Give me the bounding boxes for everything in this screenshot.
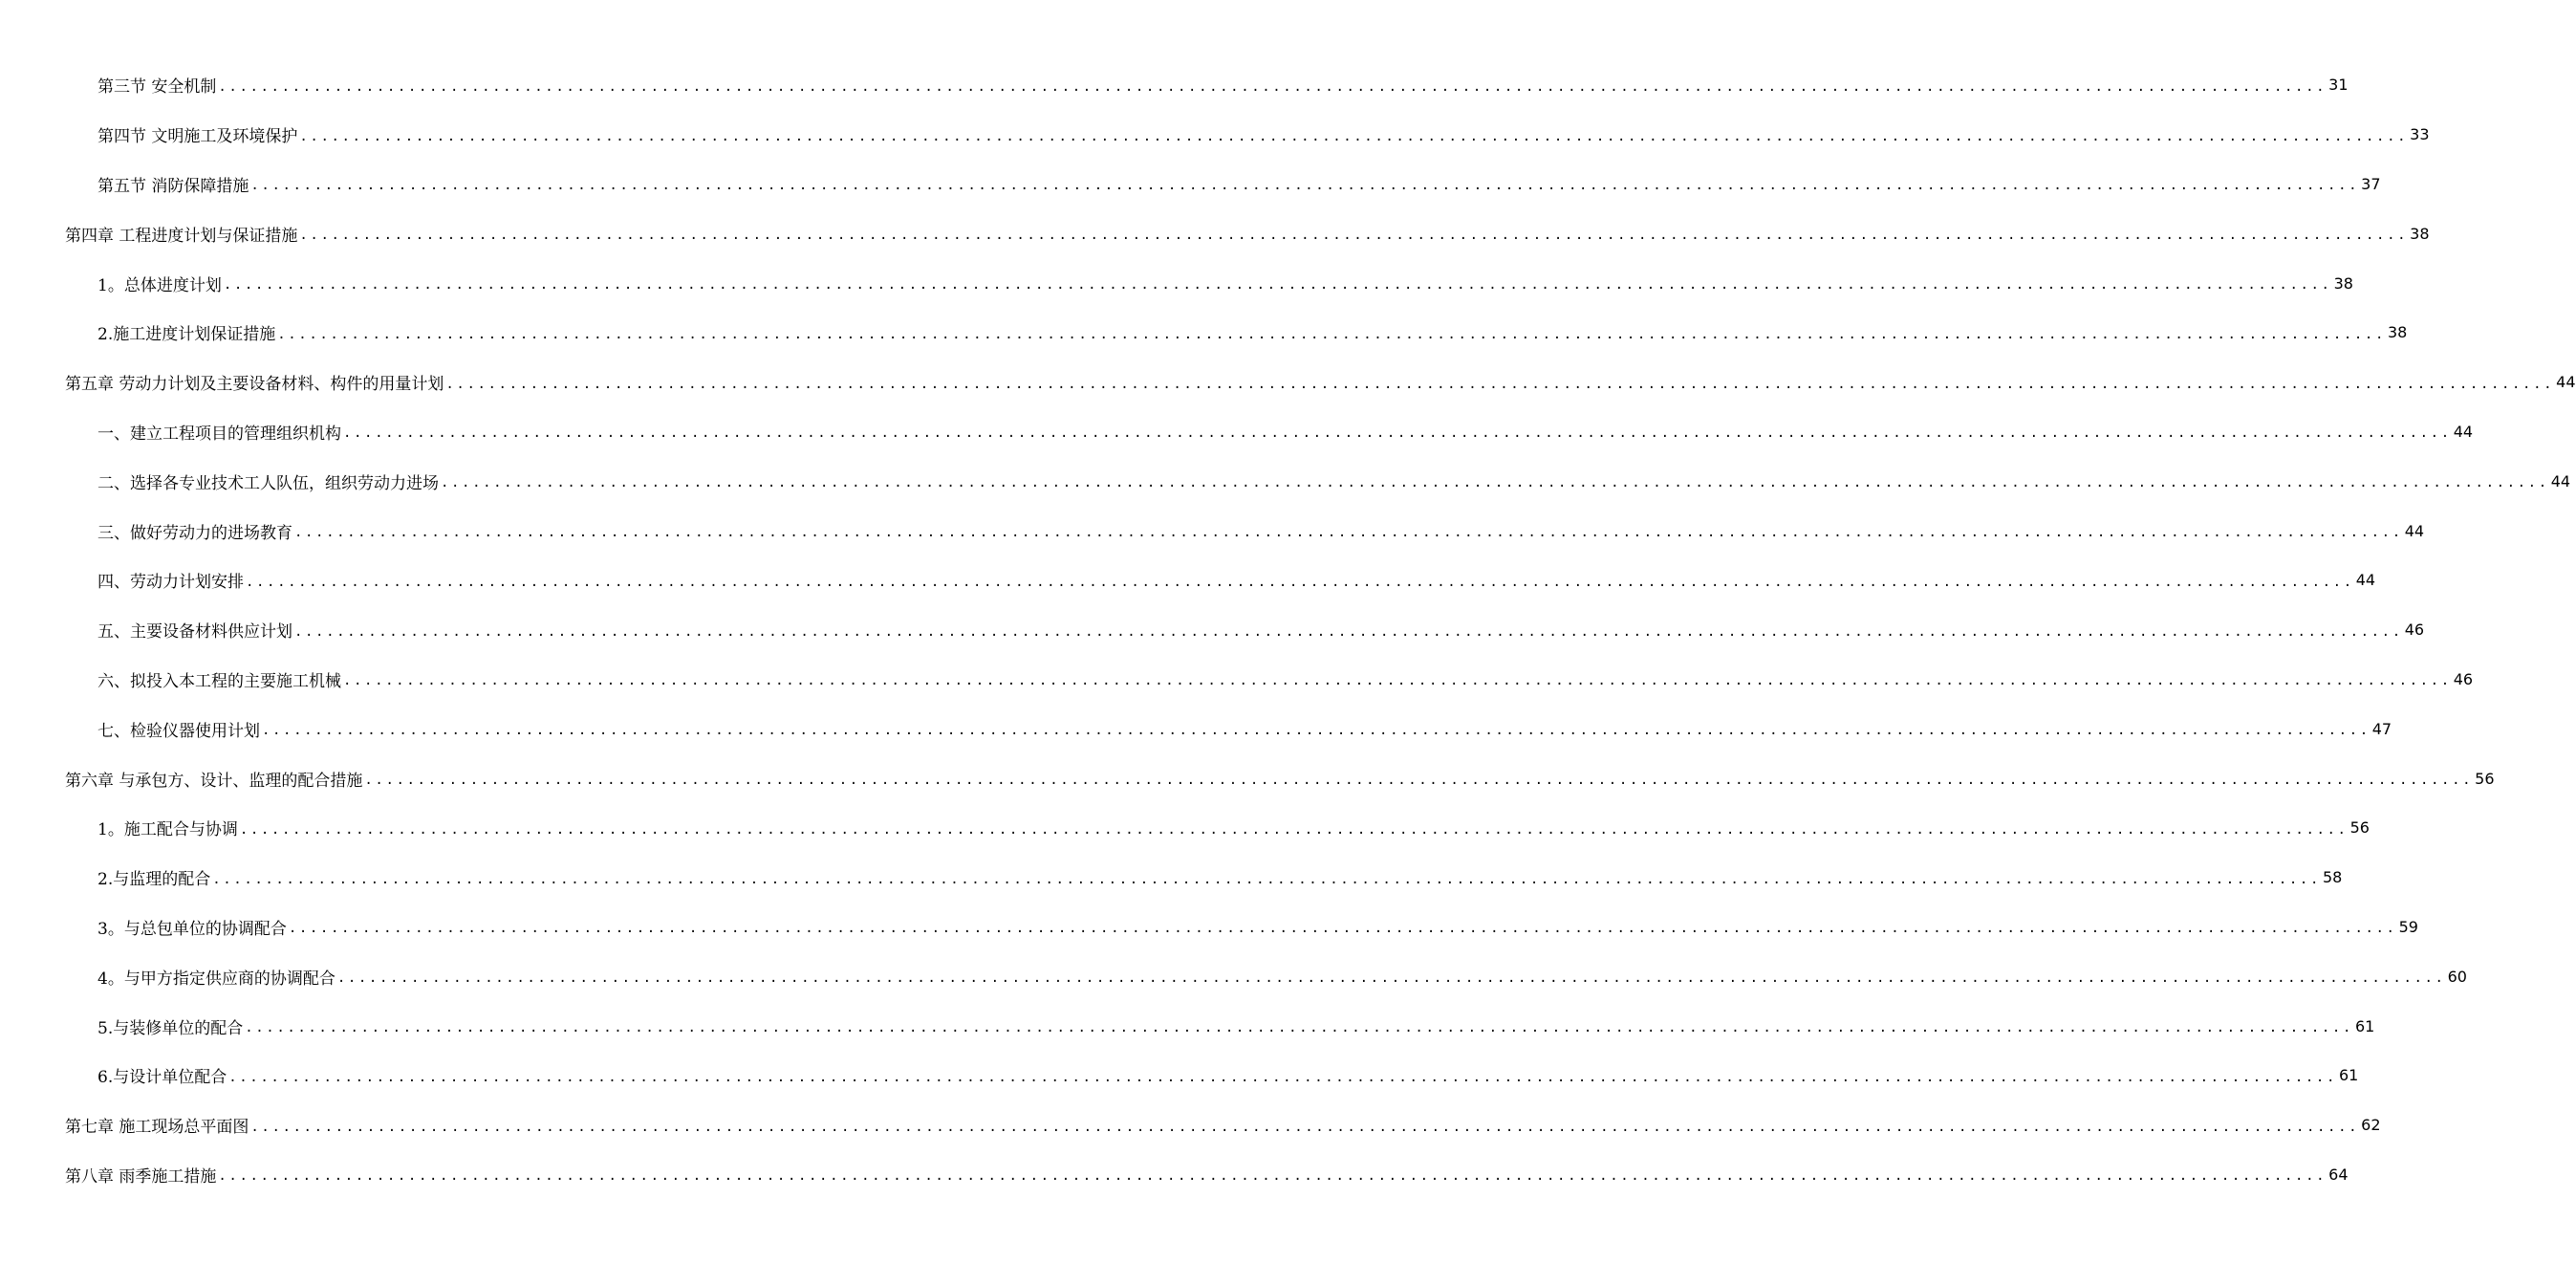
toc-entry-title: 七、检验仪器使用计划 xyxy=(97,721,260,741)
toc-entry[interactable] xyxy=(0,407,2474,457)
toc-entry[interactable] xyxy=(0,753,2495,803)
toc-entry-page-number: 61 xyxy=(2354,1016,2375,1035)
dot-leader: ........................................................................................................................................................................................................ xyxy=(218,78,2327,95)
dot-leader: ........................................................................................................................................................................................................ xyxy=(250,1119,2360,1135)
dot-leader: ........................................................................................................................................................................................................ xyxy=(246,574,2354,590)
toc-entry[interactable] xyxy=(0,903,2418,952)
toc-entry[interactable] xyxy=(0,358,2576,407)
toc-entry-title: 2.施工进度计划保证措施 xyxy=(97,325,276,345)
toc-entry-title: 1。施工配合与协调 xyxy=(97,820,238,840)
dot-leader: ........................................................................................................................................................................................................ xyxy=(288,921,2397,937)
toc-entry-page-number: 47 xyxy=(2371,719,2392,738)
toc-entry-page-number: 46 xyxy=(2453,669,2474,688)
dot-leader: ........................................................................................................................................................................................................ xyxy=(250,178,2360,194)
toc-entry-page-number: 61 xyxy=(2338,1066,2359,1085)
dot-leader: ........................................................................................................................................................................................................ xyxy=(212,871,2321,887)
toc-entry-page-number: 46 xyxy=(2404,621,2425,640)
toc-entry[interactable] xyxy=(0,655,2474,705)
toc-entry[interactable] xyxy=(0,555,2376,605)
dot-leader: ........................................................................................................................................................................................................ xyxy=(445,376,2555,392)
toc-entry-title: 第五章 劳动力计划及主要设备材料、构件的用量计划 xyxy=(65,375,444,395)
toc-entry[interactable] xyxy=(0,1001,2375,1051)
dot-leader: ........................................................................................................................................................................................................ xyxy=(294,623,2403,640)
dot-leader: ........................................................................................................................................................................................................ xyxy=(239,821,2349,838)
toc-entry[interactable] xyxy=(0,704,2392,753)
toc-entry[interactable] xyxy=(0,60,2349,110)
toc-entry-title: 五、主要设备材料供应计划 xyxy=(97,622,292,642)
toc-entry[interactable] xyxy=(0,803,2370,853)
dot-leader: ........................................................................................................................................................................................................ xyxy=(364,773,2474,789)
dot-leader: ........................................................................................................................................................................................................ xyxy=(294,525,2403,541)
toc-entry-title: 2.与监理的配合 xyxy=(97,870,211,890)
toc-entry[interactable] xyxy=(0,1150,2349,1200)
toc-entry-title: 六、拟投入本工程的主要施工机械 xyxy=(97,671,341,691)
toc-entry[interactable] xyxy=(0,110,2430,160)
toc-entry[interactable] xyxy=(0,308,2408,358)
toc-entry-title: 5.与装修单位的配合 xyxy=(97,1018,244,1038)
toc-entry-title: 第七章 施工现场总平面图 xyxy=(65,1118,249,1138)
toc-entry-page-number: 37 xyxy=(2361,174,2381,193)
toc-entry-page-number: 44 xyxy=(2355,571,2376,590)
toc-entry[interactable] xyxy=(0,1100,2381,1150)
toc-entry-page-number: 44 xyxy=(2556,373,2576,392)
dot-leader: ........................................................................................................................................................................................................ xyxy=(245,1020,2353,1036)
toc-entry-page-number: 38 xyxy=(2387,323,2408,342)
table-of-contents xyxy=(0,60,2576,1199)
dot-leader: ........................................................................................................................................................................................................ xyxy=(218,1168,2327,1185)
toc-entry-title: 第三节 安全机制 xyxy=(97,77,217,98)
toc-entry-page-number: 58 xyxy=(2322,868,2343,887)
toc-entry-title: 6.与设计单位配合 xyxy=(97,1068,227,1088)
dot-leader: ........................................................................................................................................................................................................ xyxy=(299,228,2409,244)
toc-entry-page-number: 56 xyxy=(2349,818,2370,838)
dot-leader: ........................................................................................................................................................................................................ xyxy=(277,326,2386,342)
toc-entry-page-number: 60 xyxy=(2447,967,2467,986)
toc-entry[interactable] xyxy=(0,951,2467,1001)
toc-entry[interactable] xyxy=(0,208,2430,258)
toc-entry-page-number: 44 xyxy=(2404,521,2425,540)
toc-entry-page-number: 44 xyxy=(2453,422,2474,441)
toc-entry[interactable] xyxy=(0,160,2381,209)
toc-entry[interactable] xyxy=(0,258,2353,308)
toc-entry-title: 第六章 与承包方、设计、监理的配合措施 xyxy=(65,771,363,791)
toc-entry-title: 3。与总包单位的协调配合 xyxy=(97,919,287,939)
dot-leader: ........................................................................................................................................................................................................ xyxy=(223,277,2332,294)
dot-leader: ........................................................................................................................................................................................................ xyxy=(228,1069,2337,1085)
toc-entry-page-number: 44 xyxy=(2550,471,2571,490)
toc-entry-page-number: 31 xyxy=(2328,76,2349,95)
toc-entry-page-number: 33 xyxy=(2410,125,2430,144)
dot-leader: ........................................................................................................................................................................................................ xyxy=(299,128,2409,144)
dot-leader: ........................................................................................................................................................................................................ xyxy=(343,425,2452,442)
toc-entry-title: 四、劳动力计划安排 xyxy=(97,573,244,593)
dot-leader: ........................................................................................................................................................................................................ xyxy=(336,970,2446,987)
toc-entry-page-number: 62 xyxy=(2361,1116,2381,1135)
toc-entry-title: 4。与甲方指定供应商的协调配合 xyxy=(97,969,336,989)
toc-entry-title: 三、做好劳动力的进场教育 xyxy=(97,523,292,543)
dot-leader: ........................................................................................................................................................................................................ xyxy=(441,475,2549,491)
toc-entry-page-number: 38 xyxy=(2410,224,2430,243)
toc-entry-page-number: 56 xyxy=(2475,769,2495,788)
toc-entry-title: 1。总体进度计划 xyxy=(97,275,222,295)
toc-entry[interactable] xyxy=(0,605,2425,655)
toc-entry-title: 第五节 消防保障措施 xyxy=(97,176,249,196)
toc-entry-title: 第四章 工程进度计划与保证措施 xyxy=(65,226,298,246)
dot-leader: ........................................................................................................................................................................................................ xyxy=(262,723,2370,739)
toc-entry-page-number: 38 xyxy=(2333,273,2353,293)
toc-entry[interactable] xyxy=(0,1051,2359,1100)
toc-entry-title: 二、选择各专业技术工人队伍，组织劳动力进场 xyxy=(97,473,439,493)
toc-entry-title: 一、建立工程项目的管理组织机构 xyxy=(97,424,341,444)
toc-entry[interactable] xyxy=(0,853,2343,903)
dot-leader: ........................................................................................................................................................................................................ xyxy=(343,673,2452,689)
toc-entry-page-number: 64 xyxy=(2328,1165,2349,1184)
toc-entry-page-number: 59 xyxy=(2398,917,2418,936)
toc-entry[interactable] xyxy=(0,456,2571,506)
toc-entry[interactable] xyxy=(0,506,2425,555)
toc-entry-title: 第八章 雨季施工措施 xyxy=(65,1166,217,1187)
toc-entry-title: 第四节 文明施工及环境保护 xyxy=(97,127,298,147)
